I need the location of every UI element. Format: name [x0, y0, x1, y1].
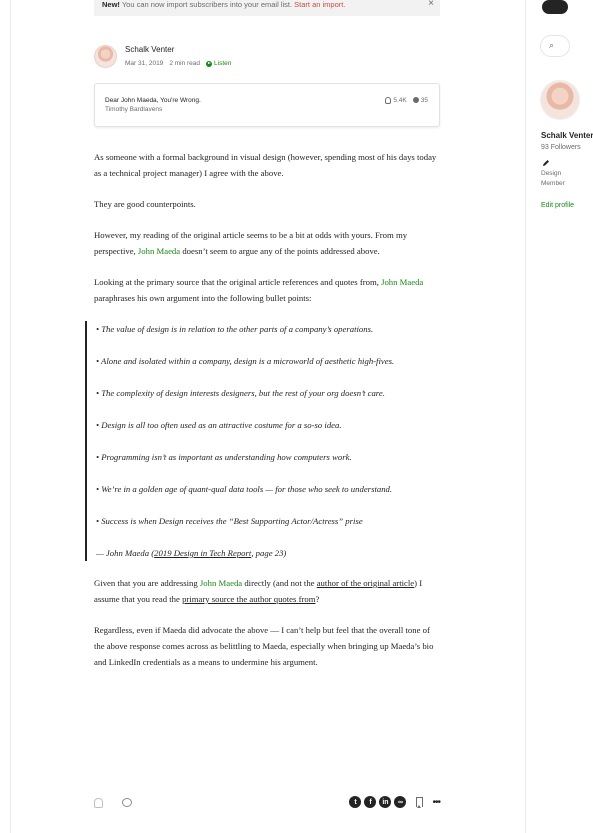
followers-count[interactable]: 93 Followers [541, 144, 581, 151]
bullet-point: • We’re in a golden age of quant-qual data tools — for those who seek to understand. [96, 484, 393, 494]
quoted-story-author: Timothy Bardlavens [105, 106, 163, 113]
bullet-point: • The value of design is in relation to the other parts of a company’s operations. [96, 324, 374, 334]
post-date: Mar 31, 2019 [125, 60, 164, 67]
author-name[interactable]: Schalk Venter [125, 45, 175, 54]
quoted-story-claps: 5.4K [385, 97, 406, 104]
profile-avatar[interactable] [540, 80, 580, 120]
comment-icon[interactable] [122, 798, 132, 807]
bullet-point: • Design is all too often used as an attractive costume for a so-so idea. [96, 420, 342, 430]
paragraph: Regardless, even if Maeda did advocate the above — I can’t help but feel that the overall tone of the above response comes across as belittling to Maeda, especially when bringing up Maeda’s bio and LinkedIn credentials as a means to undermine his argument. [94, 625, 434, 667]
paragraph: They are good counterpoints. [94, 199, 196, 209]
response-icon [413, 97, 419, 103]
clap-icon[interactable] [94, 798, 103, 808]
primary-source-link[interactable]: primary source the author quotes from [182, 594, 316, 604]
quoted-story-card[interactable] [94, 83, 440, 127]
linkedin-icon[interactable]: in [379, 796, 391, 808]
more-options-icon[interactable]: ••• [432, 796, 440, 808]
quoted-story-responses: 35 [413, 97, 428, 104]
get-started-button[interactable] [542, 0, 568, 14]
john-maeda-link[interactable]: John Maeda [137, 246, 181, 256]
paragraph: However, my reading of the original article seems to be a bit at odds with yours. From my perspective, John Maeda doesn’t seem to argue any of the points addressed above. [94, 230, 408, 256]
right-sidebar [526, 0, 593, 833]
response-footer [94, 796, 440, 810]
listen-button[interactable] [206, 60, 231, 67]
close-icon[interactable]: × [428, 0, 434, 9]
banner-text: You can now import subscribers into your email list. [119, 0, 295, 9]
bullet-point: • Alone and isolated within a company, design is a microworld of aesthetic high-fives. [96, 356, 395, 366]
john-maeda-link[interactable]: John Maeda [199, 578, 243, 588]
profile-bio: Design [541, 170, 562, 177]
author-avatar[interactable] [94, 45, 117, 68]
import-banner [94, 0, 440, 16]
design-in-tech-report-link[interactable]: 2019 Design in Tech Report [154, 548, 252, 558]
listen-label: Listen [214, 60, 232, 67]
profile-name[interactable]: Schalk Venter [541, 131, 593, 140]
search-icon[interactable]: ⌕ [540, 35, 570, 57]
paragraph: Given that you are addressing John Maeda directly (and not the author of the original article) I assume that you read the primary source the author quotes from? [94, 578, 423, 604]
facebook-icon[interactable]: f [364, 796, 376, 808]
bullet-point: • Programming isn’t as important as understanding how computers work. [96, 452, 352, 462]
paragraph: Looking at the primary source that the original article references and quotes from, John Maeda paraphrases his own argument into the following bullet points: [94, 277, 424, 303]
bullet-point: • Success is when Design receives the “Best Supporting Actor/Actress” prise [96, 516, 363, 526]
bookmark-icon[interactable] [416, 797, 423, 807]
original-article-author-link[interactable]: author of the original article [316, 578, 415, 588]
john-maeda-link[interactable]: John Maeda [381, 277, 424, 287]
twitter-icon[interactable]: t [349, 796, 361, 808]
quoted-story-title: Dear John Maeda, You're Wrong. [105, 97, 201, 104]
profile-bio: Member [541, 180, 565, 187]
author-block [94, 44, 231, 68]
bullet-point: • The complexity of design interests designers, but the rest of your org doesn’t care. [96, 388, 385, 398]
play-icon [206, 61, 212, 67]
banner-new-label: New! [102, 0, 120, 9]
blockquote [85, 321, 440, 561]
quote-attribution: — John Maeda (2019 Design in Tech Report, page 23) [96, 548, 287, 558]
paragraph: As someone with a formal background in visual design (however, spending most of his days today as a technical project manager) I agree with the above. [94, 152, 437, 178]
start-import-link[interactable]: Start an import. [294, 0, 346, 9]
edit-profile-link[interactable]: Edit profile [541, 202, 575, 209]
clap-icon [385, 97, 391, 104]
read-time: 2 min read [169, 60, 201, 67]
response-body [94, 149, 440, 685]
copy-link-icon[interactable]: ∞ [394, 796, 406, 808]
pencil-icon [542, 159, 550, 167]
